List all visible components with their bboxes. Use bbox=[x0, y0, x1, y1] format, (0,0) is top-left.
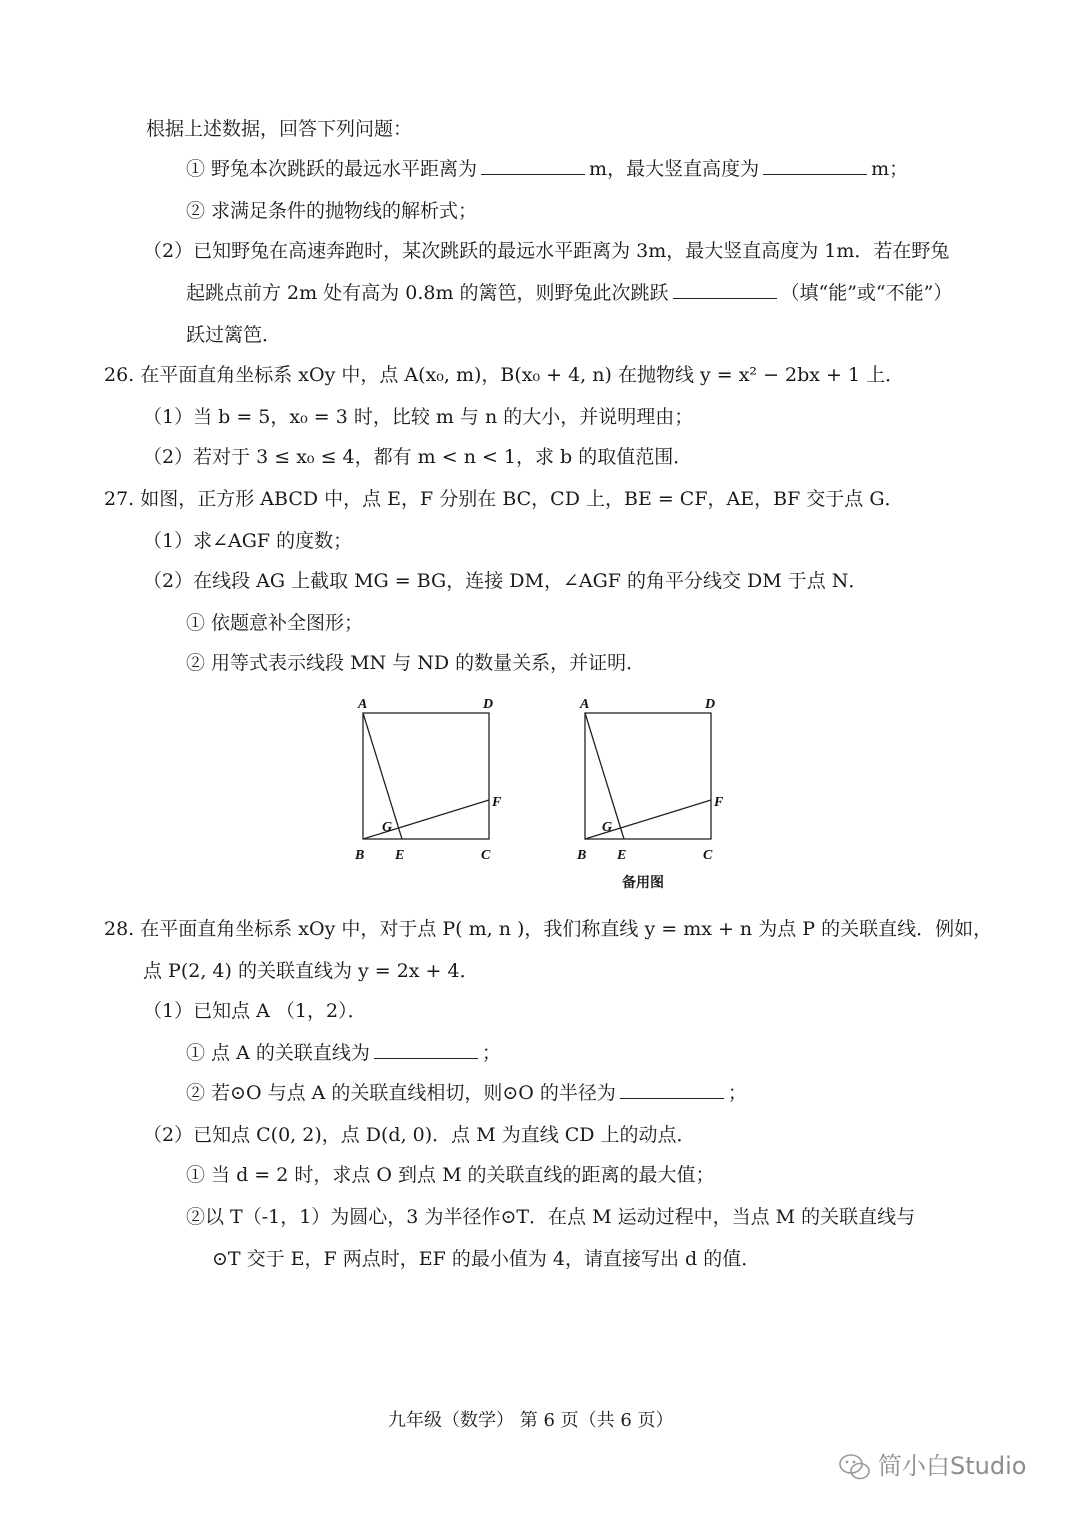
label-g: G bbox=[382, 820, 393, 835]
q26-part1: （1）当 b = 5，x₀ = 3 时，比较 m 与 n 的大小，并说明理由； bbox=[143, 406, 694, 428]
label-f: F bbox=[492, 795, 502, 810]
q27-part2b: ② 用等式表示线段 MN 与 ND 的数量关系，并证明． bbox=[186, 652, 646, 674]
watermark bbox=[838, 1446, 1026, 1482]
watermark-text: 简小白Studio bbox=[878, 1452, 1027, 1480]
q25-2-line2-text: 起跳点前方 2m 处有高为 0.8m 的篱笆，则野兔此次跳跃 bbox=[186, 282, 669, 304]
label-e-backup: E bbox=[617, 848, 627, 863]
answer-blank-fence[interactable] bbox=[673, 280, 777, 299]
q27-part1: （1）求∠AGF 的度数； bbox=[143, 530, 353, 552]
q28-part2: （2）已知点 C(0, 2)，点 D(d, 0)．点 M 为直线 CD 上的动点． bbox=[143, 1124, 696, 1146]
label-a: A bbox=[358, 697, 368, 712]
q28-stem-line1: 28. 在平面直角坐标系 xOy 中，对于点 P( m, n )，我们称直线 y = mx + n 为点 P 的关联直线．例如， bbox=[104, 918, 993, 940]
page-footer: 九年级（数学） 第 6 页（共 6 页） bbox=[388, 1410, 674, 1431]
q28-part1: （1）已知点 A （1，2）． bbox=[143, 1000, 367, 1022]
q27-part2: （2）在线段 AG 上截取 MG = BG，连接 DM，∠AGF 的角平分线交 DM 于点 N． bbox=[143, 570, 868, 592]
label-f-backup: F bbox=[714, 795, 724, 810]
q25-2-line2-end: （填“能”或“不能”） bbox=[780, 282, 953, 304]
label-d-backup: D bbox=[705, 697, 716, 712]
q25-1-a bbox=[186, 156, 908, 182]
q27-part2a: ① 依题意补全图形； bbox=[186, 612, 364, 634]
label-a-backup: A bbox=[580, 697, 590, 712]
q25-1-a-mid: m，最大竖直高度为 bbox=[589, 158, 760, 180]
q28-part1a bbox=[186, 1040, 501, 1066]
label-b-backup: B bbox=[577, 848, 587, 863]
label-b: B bbox=[355, 848, 365, 863]
label-g-backup: G bbox=[602, 820, 613, 835]
q26-stem: 26. 在平面直角坐标系 xOy 中，点 A(x₀, m)，B(x₀ + 4, n) 在抛物线 y = x² − 2bx + 1 上． bbox=[104, 364, 905, 386]
q28-stem-line2: 点 P(2, 4) 的关联直线为 y = 2x + 4． bbox=[143, 960, 479, 982]
answer-blank-radius[interactable] bbox=[620, 1080, 724, 1099]
figure-caption: 备用图 bbox=[622, 875, 664, 891]
q28-part2b-line2: ⊙T 交于 E，F 两点时，EF 的最小值为 4，请直接写出 d 的值． bbox=[212, 1248, 761, 1270]
square-figure bbox=[350, 692, 520, 877]
wechat-icon bbox=[838, 1452, 872, 1482]
label-c-backup: C bbox=[703, 848, 713, 863]
q28-part2a: ① 当 d = 2 时，求点 O 到点 M 的关联直线的距离的最大值； bbox=[186, 1164, 715, 1186]
q28-part1a-end: ； bbox=[481, 1042, 501, 1064]
q28-part1b bbox=[186, 1080, 747, 1106]
label-d: D bbox=[483, 697, 494, 712]
q25-1-b: ② 求满足条件的抛物线的解析式； bbox=[186, 200, 478, 222]
label-e: E bbox=[395, 848, 405, 863]
answer-blank-height[interactable] bbox=[763, 156, 867, 175]
q25-1-a-end: m； bbox=[871, 158, 909, 180]
q26-part2: （2）若对于 3 ≤ x₀ ≤ 4，都有 m < n < 1，求 b 的取值范围． bbox=[143, 446, 693, 468]
q25-2-line1: （2）已知野兔在高速奔跑时，某次跳跃的最远水平距离为 3m，最大竖直高度为 1m．若在野兔 bbox=[143, 240, 950, 262]
q25-1-a-text: ① 野兔本次跳跃的最远水平距离为 bbox=[186, 158, 478, 180]
intro-text: 根据上述数据，回答下列问题： bbox=[146, 118, 413, 140]
square-figure-backup bbox=[572, 692, 742, 877]
q28-part1b-text: ② 若⊙O 与点 A 的关联直线相切，则⊙O 的半径为 bbox=[186, 1082, 616, 1104]
q28-part1b-end: ； bbox=[727, 1082, 747, 1104]
q27-stem: 27. 如图，正方形 ABCD 中，点 E，F 分别在 BC，CD 上，BE = CF，AE，BF 交于点 G． bbox=[104, 488, 904, 510]
q25-2-line3: 跃过篱笆． bbox=[186, 324, 282, 346]
q25-2-line2 bbox=[186, 280, 952, 306]
q28-part2b-line1: ②以 T（-1，1）为圆心，3 为半径作⊙T．在点 M 运动过程中，当点 M 的关联直线与 bbox=[186, 1206, 916, 1228]
answer-blank-distance[interactable] bbox=[481, 156, 585, 175]
answer-blank-line[interactable] bbox=[374, 1040, 478, 1059]
label-c: C bbox=[481, 848, 491, 863]
q28-part1a-text: ① 点 A 的关联直线为 bbox=[186, 1042, 370, 1064]
